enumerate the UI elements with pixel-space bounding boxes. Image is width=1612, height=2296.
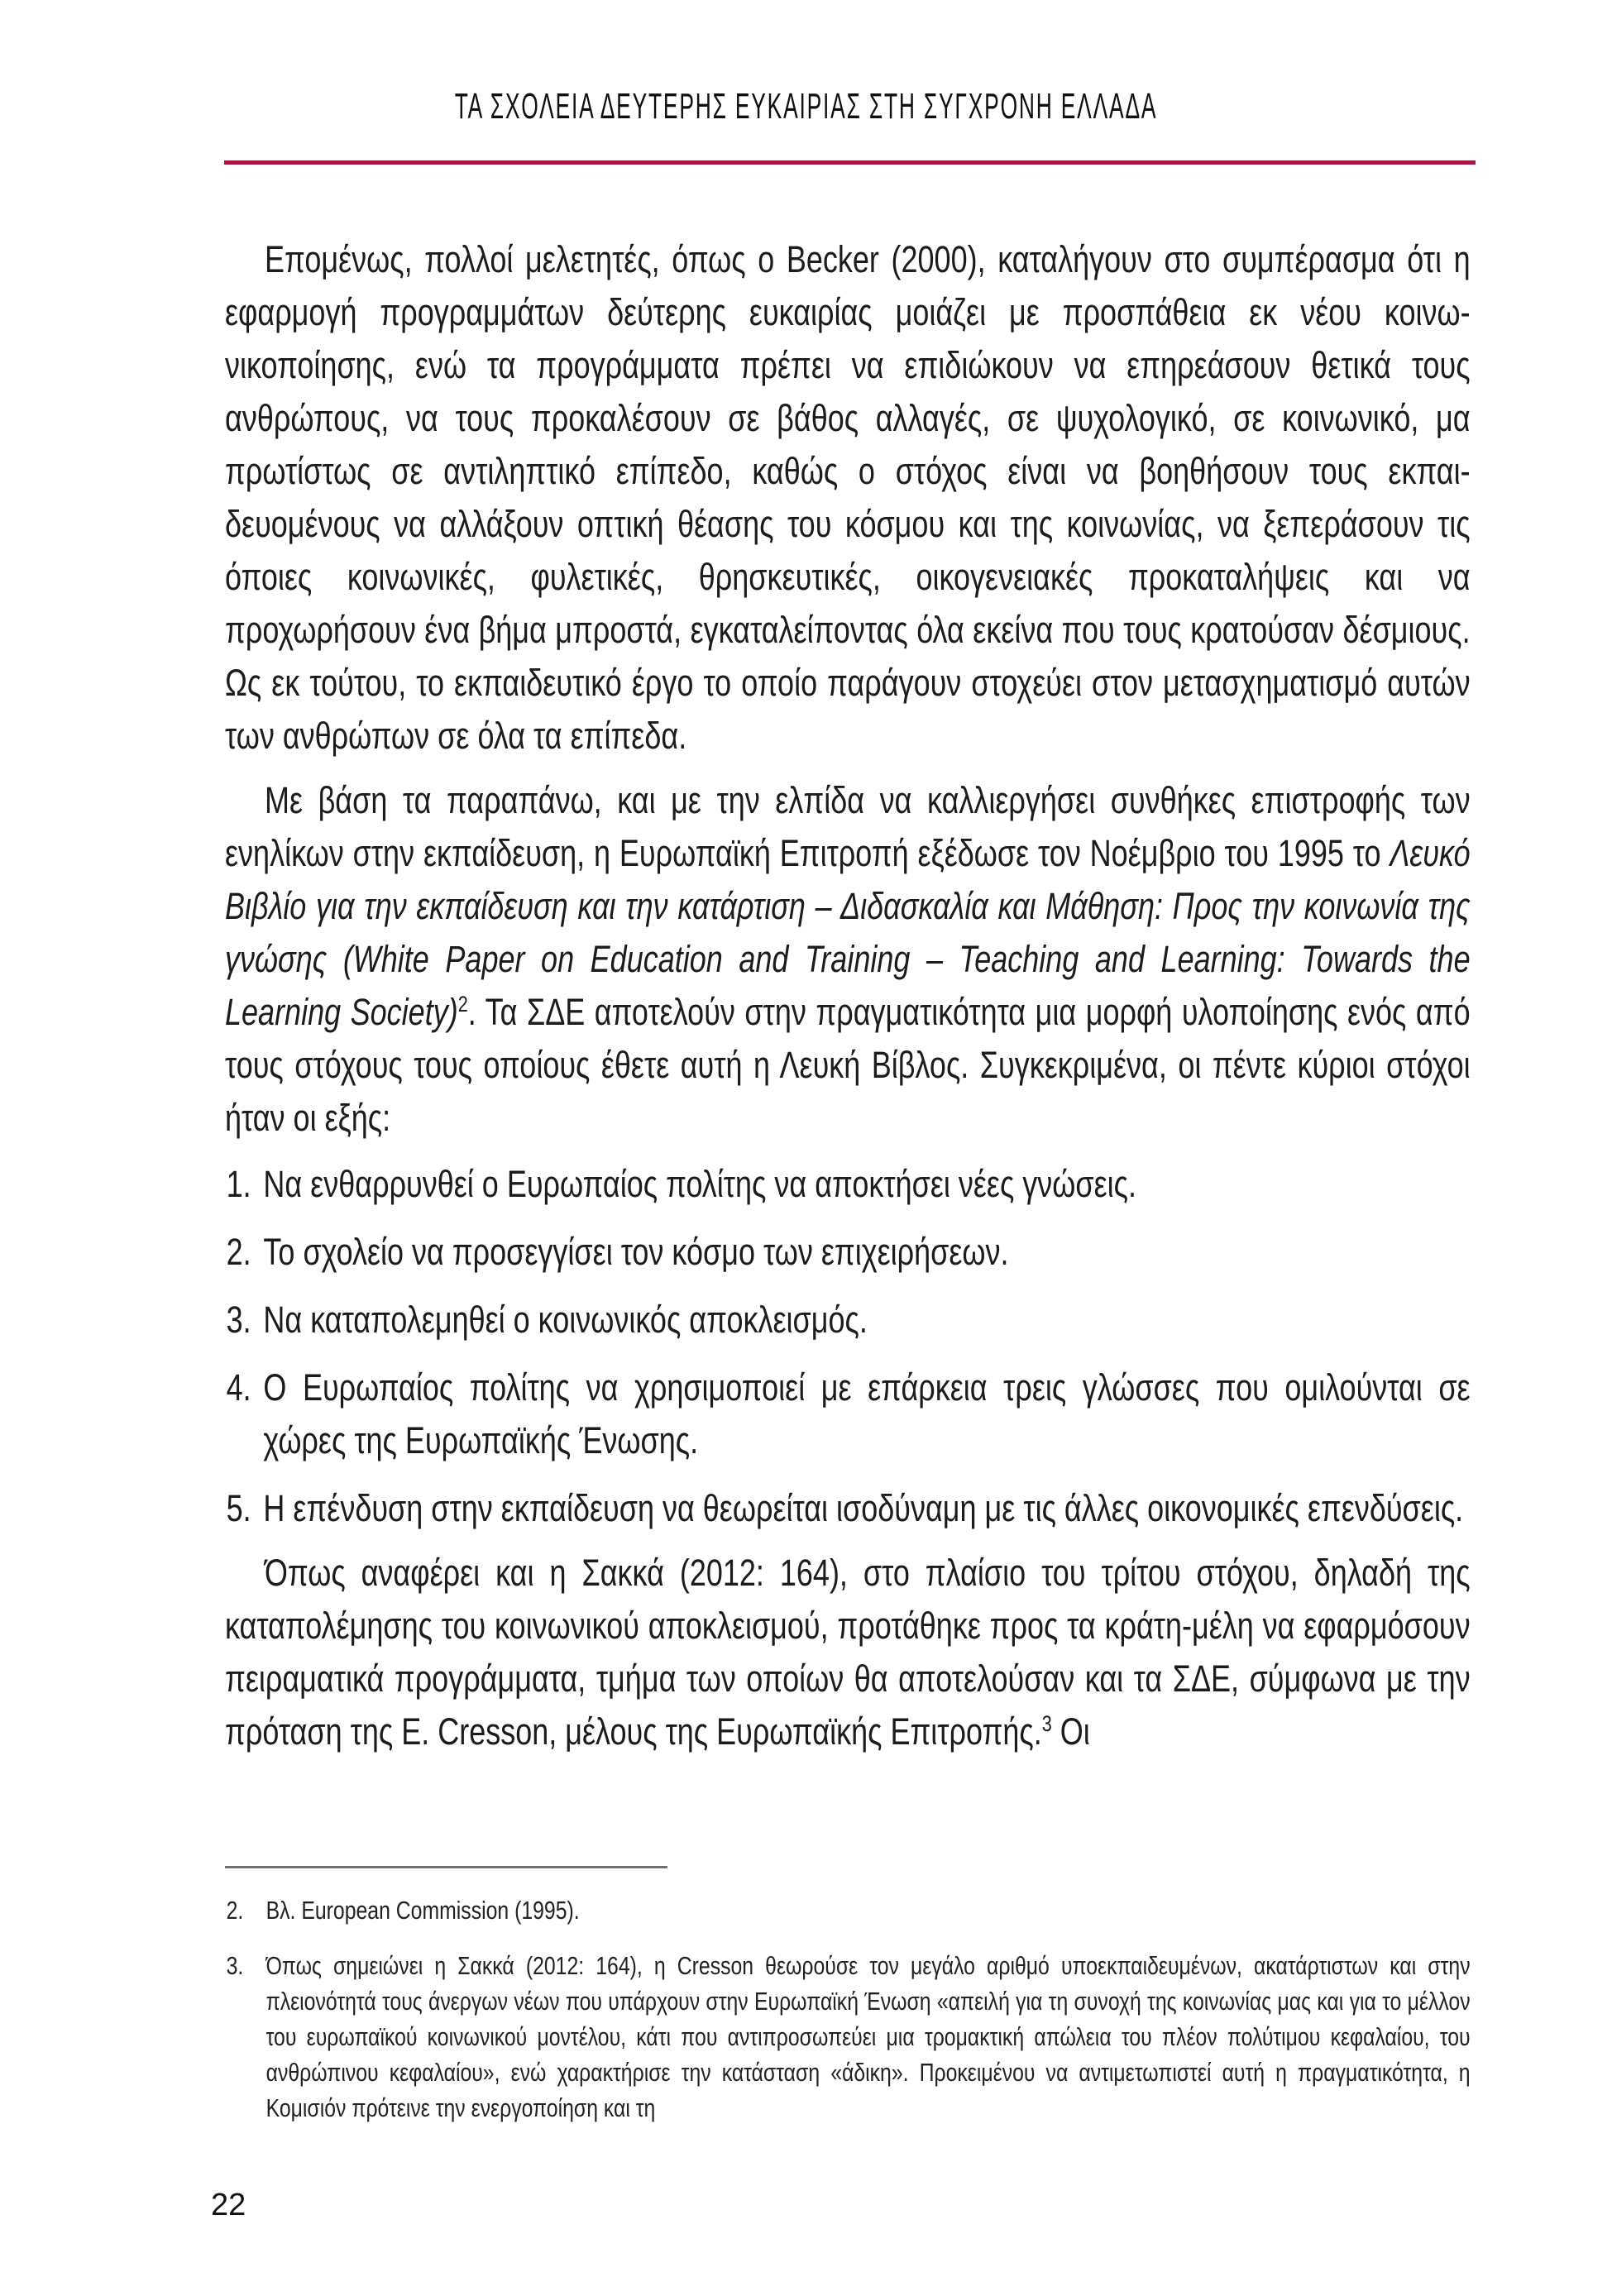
footnote-number: 2.: [226, 1896, 244, 1925]
footnote-item-2: [225, 1892, 1471, 1928]
footnote-separator-rule: [225, 1866, 667, 1868]
goal-item-2: [225, 1226, 1471, 1279]
footnote-text: Βλ. European Commission (1995).: [265, 1896, 580, 1925]
goal-number: 1.: [226, 1163, 251, 1205]
goals-list: [225, 1158, 1471, 1535]
footnote-text: Όπως σημειώνει η Σακκά (2012: 164), η Cresson θεωρούσε τον μεγάλο αριθμό υποεκπαιδευμένων, ακατάρτιστων και στην πλειονότητά τους άνεργων νέων που υπάρχουν στην Ευρωπαϊκή Ένωση «απειλή για τη συνοχή της κοινωνίας μας και για το μέλλον του ευρωπαϊκού κοινωνικού μοντέλου, κάτι που αντιπροσωπεύει μια τρομακτική απώλεια του πλέον πολύτιμου κεφαλαίου, του ανθρώπινου κεφαλαίου», ενώ χαρακτήρισε την κατάσταση «άδικη». Προκειμένου να αντιμετωπιστεί αυτή η πραγματικότητα, η Κομισιόν πρότεινε την ενεργοποίηση και τη: [265, 1951, 1471, 2122]
goal-number: 2.: [226, 1231, 251, 1273]
goal-item-5: [225, 1482, 1471, 1535]
page-number: 22: [211, 2188, 246, 2222]
goal-item-4: [225, 1361, 1471, 1467]
goal-number: 3.: [226, 1299, 251, 1341]
footnotes-section: [225, 1892, 1471, 2145]
goal-item-3: [225, 1294, 1471, 1347]
footnote-item-3: [225, 1948, 1471, 2126]
footnote-number: 3.: [226, 1951, 244, 1980]
goal-item-1: [225, 1158, 1471, 1211]
page-body: [225, 233, 1471, 1758]
goal-number: 5.: [226, 1487, 251, 1529]
goal-text: Το σχολείο να προσεγγίσει τον κόσμο των επιχειρήσεων.: [263, 1231, 1009, 1273]
paragraph-1: Επομένως, πολλοί μελετητές, όπως ο Becker (2000), καταλήγουν στο συμπέρασμα ότι η εφαρμογή προγραμμάτων δεύτερης ευκαιρίας μοιάζει με προσπάθεια εκ νέου κοινωνικοποίησης, ενώ τα προγράμματα πρέπει να επιδιώκουν να επηρεάσουν θετικά τους ανθρώπους, να τους προκαλέσουν σε βάθος αλλαγές, σε ψυχολογικό, σε κοινωνικό, μα πρωτίστως σε αντιληπτικό επίπεδο, καθώς ο στόχος είναι να βοηθήσουν τους εκπαιδευομένους να αλλάξουν οπτική θέασης του κόσμου και της κοινωνίας, να ξεπεράσουν τις όποιες κοινωνικές, φυλετικές, θρησκευτικές, οικογενειακές προκαταλήψεις και να προχωρήσουν ένα βήμα μπροστά, εγκαταλείποντας όλα εκείνα που τους κρατούσαν δέσμιους. Ως εκ τούτου, το εκπαιδευτικό έργο το οποίο παράγουν στοχεύει στον μετασχηματισμό αυτών των ανθρώπων σε όλα τα επίπεδα.: [225, 238, 1471, 757]
paragraph-3-text: Όπως αναφέρει και η Σακκά (2012: 164), στο πλαίσιο του τρίτου στόχου, δηλαδή της καταπολέμησης του κοινωνικού αποκλεισμού, προτάθηκε προς τα κράτη-μέλη να εφαρμόσουν πειραματικά προγράμματα, τμήμα των οποίων θα αποτελούσαν και τα ΣΔΕ, σύμφωνα με την πρόταση της E. Cresson, μέλους της Ευρωπαϊκής Επιτροπής.: [225, 1552, 1471, 1753]
goal-text: Ο Ευρωπαίος πολίτης να χρησιμοποιεί με επάρκεια τρεις γλώσσες που ομιλούνται σε χώρες της Ευρωπαϊκής Ένωσης.: [263, 1366, 1471, 1461]
running-header: ΤΑ ΣΧΟΛΕΙΑ ΔΕΥΤΕΡΗΣ ΕΥΚΑΙΡΙΑΣ ΣΤΗ ΣΥΓΧΡΟΝΗ ΕΛΛΑΔΑ: [454, 86, 1158, 127]
white-paper-title-english: (White Paper on Education and Training – Teaching and Learning: Towards the Learning Society): [225, 938, 1471, 1033]
paragraph-3: [225, 1547, 1471, 1758]
white-paper-title-greek: Λευκό Βιβλίο για την εκπαίδευση και την κατάρτιση – Διδασκαλία και Μάθηση: Προς την κοινωνία της γνώσης: [225, 832, 1471, 980]
footnote-ref-3: 3: [1041, 1711, 1052, 1736]
header-rule: [224, 160, 1476, 165]
paragraph-2-text: Με βάση τα παραπάνω, και με την ελπίδα να καλλιεργήσει συνθήκες επιστροφής των ενηλίκων στην εκπαίδευση, η Ευρωπαϊκή Επιτροπή εξέδωσε τον Νοέμβριο του 1995 το: [225, 779, 1471, 874]
goal-text: Να ενθαρρυνθεί ο Ευρωπαίος πολίτης να αποκτήσει νέες γνώσεις.: [263, 1163, 1137, 1205]
paragraph-2: [225, 774, 1471, 1145]
goal-text: Να καταπολεμηθεί ο κοινωνικός αποκλεισμός.: [263, 1299, 868, 1341]
goal-text: Η επένδυση στην εκπαίδευση να θεωρείται ισοδύναμη με τις άλλες οικονομικές επενδύσεις.: [263, 1487, 1464, 1529]
footnote-ref-2: 2: [457, 992, 468, 1016]
goal-number: 4.: [226, 1366, 251, 1409]
paragraph-3-text-cont: Οι: [1051, 1710, 1090, 1753]
paragraph-2-text-cont: . Τα ΣΔΕ αποτελούν στην πραγματικότητα μια μορφή υλοποίησης ενός από τους στόχους τους οποίους έθετε αυτή η Λευκή Βίβλος. Συγκεκριμένα, οι πέντε κύριοι στόχοι ήταν οι εξής:: [225, 991, 1471, 1139]
